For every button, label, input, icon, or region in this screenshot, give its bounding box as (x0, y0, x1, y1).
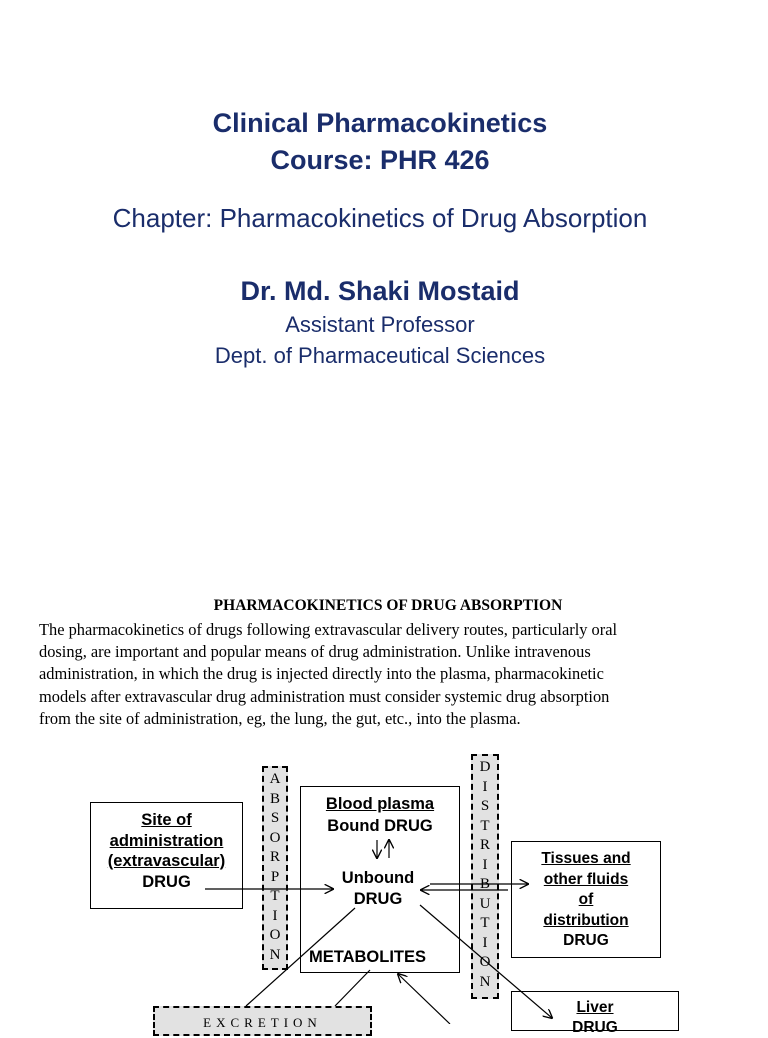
distribution-letter: S (480, 798, 490, 814)
metabolites-to-excretion-line (335, 970, 370, 1006)
tissues-drug-label: DRUG (563, 932, 609, 949)
absorption-letter: B (269, 790, 280, 807)
paragraph-line: The pharmacokinetics of drugs following extravascular delivery routes, particularly oral (39, 620, 618, 639)
course-code: Course: PHR 426 (270, 145, 490, 175)
distribution-letter: T (480, 915, 490, 931)
absorption-letter: I (272, 907, 278, 924)
course-title: Clinical Pharmacokinetics (212, 108, 548, 138)
unbound-line: Unbound (341, 869, 415, 887)
paragraph-line: from the site of administration, eg, the lung, the gut, etc., into the plasma. (39, 708, 521, 728)
distribution-letter: U (479, 895, 491, 912)
tissues-label: Tissues and (541, 850, 631, 867)
distribution-letter: I (482, 778, 488, 795)
liver-drug-label: DRUG (572, 1019, 618, 1036)
author-name: Dr. Md. Shaki Mostaid (240, 276, 520, 306)
absorption-letter: S (270, 810, 280, 826)
author-position: Assistant Professor (285, 312, 475, 337)
unbound-to-excretion-line (246, 908, 355, 1006)
absorption-letter: P (270, 868, 280, 885)
chapter-title: Chapter: Pharmacokinetics of Drug Absorption (112, 203, 648, 233)
site-drug-label: DRUG (142, 872, 191, 891)
unbound-line: DRUG (353, 890, 403, 908)
paragraph-line: administration, in which the drug is injected directly into the plasma, pharmacokinetic (39, 664, 604, 684)
distribution-letter: I (482, 934, 488, 951)
distribution-letter: B (479, 876, 490, 892)
distribution-letter: D (479, 759, 491, 775)
distribution-letter: R (479, 837, 490, 853)
distribution-letter: O (479, 954, 491, 970)
paragraph-line: dosing, are important and popular means of drug administration. Unlike intravenous (39, 642, 591, 662)
section-heading: PHARMACOKINETICS OF DRUG ABSORPTION (213, 597, 563, 614)
liver-label: Liver (576, 999, 614, 1016)
site-label: administration (109, 831, 224, 850)
absorption-letter: T (270, 888, 280, 904)
absorption-letter: N (269, 946, 281, 963)
tissues-label: of (578, 891, 594, 908)
unbound-to-liver-arrow (420, 905, 552, 1018)
liver-to-metabolites-arrow (398, 974, 450, 1024)
paragraph-line: models after extravascular drug administration must consider systemic drug absorption (39, 686, 610, 706)
distribution-letter: T (480, 817, 490, 834)
bound-drug-label: Bound DRUG (327, 817, 433, 835)
absorption-letter: O (269, 829, 281, 846)
plasma-title: Blood plasma (325, 795, 435, 813)
absorption-letter: R (269, 849, 280, 865)
distribution-letter: N (479, 973, 491, 990)
metabolites-label: METABOLITES (309, 948, 427, 966)
distribution-letter: I (482, 856, 488, 873)
tissues-label: other fluids (543, 870, 629, 888)
absorption-letter: O (269, 927, 281, 943)
site-label: Site of (141, 811, 192, 829)
author-department: Dept. of Pharmaceutical Sciences (214, 343, 546, 368)
tissues-label: distribution (543, 911, 629, 929)
excretion-label: EXCRETION (203, 1015, 322, 1030)
site-label: (extravascular) (107, 852, 226, 870)
absorption-letter: A (269, 771, 281, 787)
